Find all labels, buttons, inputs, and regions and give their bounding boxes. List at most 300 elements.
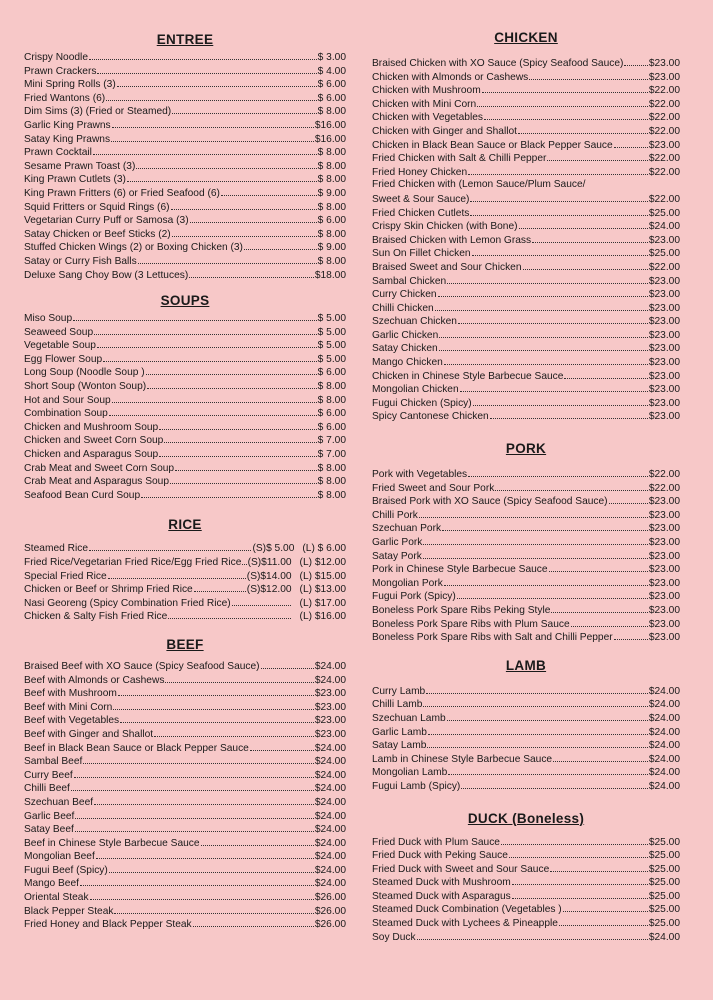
item-price: $25.00 — [648, 836, 680, 848]
dot-leader — [80, 876, 314, 886]
dot-leader — [468, 467, 648, 477]
item-name: Curry Lamb — [372, 685, 426, 697]
dot-leader — [473, 396, 648, 406]
item-price: $22.00 — [648, 153, 680, 165]
dot-leader — [159, 447, 316, 457]
dot-leader — [71, 781, 314, 791]
item-price: $25.00 — [648, 207, 680, 219]
dot-leader — [108, 569, 246, 579]
item-price: $23.00 — [648, 537, 680, 548]
item-price-small: (S)$12.00 — [246, 584, 292, 596]
dot-leader — [175, 461, 317, 471]
dot-leader — [553, 752, 648, 762]
item-name: Mongolian Chicken — [372, 384, 459, 396]
dot-leader — [189, 268, 314, 278]
item-name: Hot and Sour Soup — [24, 394, 111, 406]
dot-leader — [472, 246, 648, 256]
item-name: Spicy Cantonese Chicken — [372, 411, 489, 423]
item-name: Fried Honey Chicken — [372, 166, 468, 178]
item-price: $23.00 — [648, 577, 680, 589]
item-price: $23.00 — [648, 289, 680, 301]
menu-item — [372, 369, 680, 383]
menu-item — [372, 260, 680, 274]
item-price: $25.00 — [648, 918, 680, 930]
item-price: $24.00 — [314, 878, 346, 890]
dot-leader — [484, 110, 648, 120]
item-name: Curry Beef — [24, 769, 73, 781]
soups-title: SOUPS — [160, 293, 210, 309]
item-price: $23.00 — [648, 550, 680, 562]
dot-leader — [159, 420, 316, 430]
item-name: Chicken and Sweet Corn Soup — [24, 435, 164, 447]
menu-item — [372, 697, 680, 711]
item-price: $ 5.00 — [317, 353, 346, 365]
item-price: $24.00 — [648, 221, 680, 233]
item-name: Fried Duck with Plum Sauce — [372, 836, 500, 848]
item-name: Oriental Steak — [24, 892, 89, 904]
menu-item — [372, 916, 680, 930]
item-price: $ 6.00 — [317, 421, 346, 433]
item-price: $26.00 — [314, 905, 346, 917]
item-name: Beef with Ginger and Shallot — [24, 728, 154, 740]
item-price: $23.00 — [314, 688, 346, 700]
menu-item — [24, 91, 346, 105]
item-name: Combination Soup — [24, 408, 108, 420]
item-price: $24.00 — [648, 753, 680, 765]
menu-item — [24, 172, 346, 186]
item-name: Fugui Pork (Spicy) — [372, 591, 456, 603]
dot-leader — [146, 365, 317, 375]
item-price: $24.00 — [314, 769, 346, 781]
menu-item — [372, 138, 680, 152]
menu-item — [372, 630, 680, 644]
item-price: $23.00 — [648, 564, 680, 576]
dot-leader — [201, 836, 314, 846]
item-name: Short Soup (Wonton Soup) — [24, 381, 147, 393]
item-name: Steamed Duck with Mushroom — [372, 877, 511, 889]
item-price: $22.00 — [648, 85, 680, 97]
item-name: Fugui Chicken (Spicy) — [372, 397, 472, 409]
item-name: Beef with Almonds or Cashews — [24, 674, 165, 686]
item-name: Satay Lamb — [372, 740, 427, 752]
item-name: Steamed Duck with Asparagus — [372, 890, 511, 902]
menu-item — [24, 904, 346, 918]
rice-list — [24, 541, 346, 623]
item-price-large: (L) $ 6.00 — [302, 543, 346, 555]
item-name: Garlic King Prawns — [24, 119, 111, 131]
right-column — [372, 28, 680, 943]
dot-leader — [74, 768, 314, 778]
menu-item — [24, 186, 346, 200]
dot-leader — [427, 738, 647, 748]
item-name: Beef in Chinese Style Barbecue Sauce — [24, 837, 200, 849]
item-price: $25.00 — [648, 890, 680, 902]
dot-leader — [532, 233, 648, 243]
item-price: $23.00 — [648, 411, 680, 423]
item-name: Braised Beef with XO Sauce (Spicy Seafood Sauce) — [24, 660, 260, 672]
menu-item — [372, 341, 680, 355]
rice-section — [24, 515, 346, 623]
menu-item — [372, 902, 680, 916]
item-name: Chicken with Ginger and Shallot — [372, 125, 517, 137]
item-name: Szechuan Lamb — [372, 712, 446, 724]
dot-leader — [501, 835, 648, 845]
menu-item — [372, 328, 680, 342]
item-price: $18.00 — [314, 269, 346, 281]
menu-item — [24, 461, 346, 475]
menu-item — [24, 876, 346, 890]
item-name: Crispy Skin Chicken (with Bone) — [372, 221, 518, 233]
item-price: $24.00 — [314, 674, 346, 686]
item-price-small: (S)$ 5.00 — [252, 543, 295, 555]
dot-leader — [113, 700, 314, 710]
item-name: Fried Chicken with Salt & Chilli Pepper — [372, 153, 547, 165]
menu-item — [372, 562, 680, 576]
menu-item — [24, 393, 346, 407]
dot-leader — [624, 56, 647, 66]
item-price: $24.00 — [314, 783, 346, 795]
menu-item — [24, 433, 346, 447]
item-name: Sambal Chicken — [372, 275, 447, 287]
dot-leader — [147, 379, 317, 389]
dot-leader — [90, 890, 314, 900]
dot-leader — [141, 488, 317, 498]
item-price: $24.00 — [314, 742, 346, 754]
item-price: $23.00 — [648, 316, 680, 328]
dot-leader — [136, 159, 316, 169]
menu-item — [372, 83, 680, 97]
dot-leader — [221, 186, 317, 196]
menu-item — [24, 474, 346, 488]
dot-leader — [194, 582, 246, 592]
item-name: Fried Honey and Black Pepper Steak — [24, 919, 192, 931]
item-price: $ 8.00 — [317, 394, 346, 406]
menu-item — [24, 768, 346, 782]
pork-section — [372, 439, 680, 644]
item-name: Deluxe Sang Choy Bow (3 Lettuces) — [24, 269, 189, 281]
chicken-list — [372, 56, 680, 423]
dot-leader — [168, 609, 290, 619]
dot-leader — [109, 863, 314, 873]
item-name: Satay Chicken — [372, 343, 438, 355]
menu-item — [24, 240, 346, 254]
menu-item — [372, 56, 680, 70]
item-name: King Prawn Fritters (6) or Fried Seafood (6) — [24, 187, 220, 199]
dot-leader — [193, 917, 314, 927]
item-price-large: (L) $12.00 — [299, 557, 346, 568]
menu-item — [24, 609, 346, 623]
menu-item — [372, 765, 680, 779]
dot-leader — [111, 132, 314, 142]
beef-section — [24, 635, 346, 931]
item-name: Mango Beef — [24, 878, 79, 890]
item-name: Mini Spring Rolls (3) — [24, 79, 116, 91]
dot-leader — [512, 875, 648, 885]
menu-item — [372, 494, 680, 508]
item-price: $23.00 — [648, 384, 680, 396]
item-name: Steamed Duck Combination (Vegetables ) — [372, 904, 562, 916]
item-name: Vegetarian Curry Puff or Samosa (3) — [24, 215, 189, 227]
item-price: $23.00 — [314, 728, 346, 740]
item-name: Beef with Vegetables — [24, 715, 120, 727]
item-name: Vegetable Soup — [24, 340, 96, 352]
menu-item — [372, 930, 680, 944]
entree-list — [24, 50, 346, 281]
item-name: Black Pepper Steak — [24, 905, 114, 917]
item-name: Curry Chicken — [372, 289, 437, 301]
dot-leader — [261, 659, 314, 669]
item-name: Squid Fritters or Squid Rings (6) — [24, 201, 170, 213]
item-price: $23.00 — [648, 234, 680, 246]
item-price: $24.00 — [314, 837, 346, 849]
item-price: $ 5.00 — [317, 340, 346, 352]
item-name: Egg Flower Soup — [24, 353, 103, 365]
item-price: $24.00 — [648, 712, 680, 724]
soups-section — [24, 291, 346, 501]
dot-leader — [423, 549, 648, 559]
dot-leader — [571, 617, 648, 627]
dot-leader — [112, 393, 317, 403]
item-name: Boneless Pork Spare Ribs with Salt and Chilli Pepper — [372, 632, 613, 644]
lamb-section — [372, 656, 680, 793]
item-price: $23.00 — [314, 701, 346, 713]
item-price: $24.00 — [648, 780, 680, 792]
item-name: Fried Wantons (6) — [24, 92, 106, 104]
dot-leader — [117, 77, 317, 87]
item-price: $22.00 — [648, 125, 680, 137]
item-price: $23.00 — [648, 302, 680, 314]
item-price: $16.00 — [314, 119, 346, 131]
dot-leader — [109, 406, 317, 416]
dot-leader — [172, 227, 317, 237]
menu-item — [24, 268, 346, 282]
item-name: Mango Chicken — [372, 357, 443, 369]
item-price: $ 8.00 — [317, 476, 346, 488]
item-name: Braised Pork with XO Sauce (Spicy Seafood Sauce) — [372, 496, 608, 508]
menu-item — [24, 659, 346, 673]
dot-leader — [103, 352, 317, 362]
menu-item — [24, 352, 346, 366]
item-price: $23.00 — [648, 496, 680, 508]
dot-leader — [442, 521, 648, 531]
item-name: Chilli Beef — [24, 783, 70, 795]
dot-leader — [428, 725, 648, 735]
dot-leader — [470, 192, 647, 202]
item-name: Lamb in Chinese Style Barbecue Sauce — [372, 753, 553, 765]
item-name: Garlic Pork — [372, 537, 423, 548]
item-price: $ 7.00 — [317, 435, 346, 447]
item-name: Fried Chicken Cutlets — [372, 207, 470, 219]
menu-item — [24, 863, 346, 877]
dot-leader — [559, 916, 648, 926]
dot-leader — [550, 862, 648, 872]
item-price-large: (L) $13.00 — [299, 584, 346, 596]
dot-leader — [551, 603, 647, 613]
item-name: Garlic Lamb — [372, 726, 427, 738]
item-price: $ 6.00 — [317, 367, 346, 379]
item-name: Dim Sims (3) (Fried or Steamed) — [24, 106, 172, 118]
menu-item — [24, 795, 346, 809]
item-name: Seaweed Soup — [24, 326, 94, 338]
item-price: $24.00 — [314, 810, 346, 822]
item-name: Miso Soup — [24, 313, 73, 325]
item-price: $25.00 — [648, 863, 680, 875]
item-name: Beef with Mushroom — [24, 688, 117, 700]
menu-item — [24, 338, 346, 352]
dot-leader — [419, 508, 648, 518]
item-name: Chilli Pork — [372, 509, 418, 521]
menu-item — [24, 673, 346, 687]
dot-leader — [447, 274, 648, 284]
dot-leader — [114, 904, 313, 914]
item-price: $ 3.00 — [317, 52, 346, 63]
menu-item — [24, 227, 346, 241]
menu-item — [24, 145, 346, 159]
dot-leader — [96, 849, 314, 859]
dot-leader — [460, 382, 648, 392]
item-price: $24.00 — [314, 851, 346, 863]
item-price: $16.00 — [314, 133, 346, 145]
item-name: Fried Duck with Peking Sauce — [372, 850, 508, 862]
item-price: $25.00 — [648, 904, 680, 916]
dot-leader — [438, 287, 648, 297]
menu-item — [372, 192, 680, 206]
item-name: Boneless Pork Spare Ribs with Plum Sauce — [372, 618, 570, 630]
dot-leader — [614, 630, 648, 640]
item-name: Fried Rice/Vegetarian Fried Rice/Egg Fried Rice — [24, 557, 242, 568]
item-name: Braised Chicken with XO Sauce (Spicy Seafood Sauce) — [372, 58, 624, 69]
item-price: $ 4.00 — [317, 65, 346, 77]
item-price: $22.00 — [648, 166, 680, 178]
item-name: Chicken or Beef or Shrimp Fried Rice — [24, 584, 193, 596]
item-name: Beef in Black Bean Sauce or Black Pepper Sauce — [24, 742, 249, 754]
item-price: $ 8.00 — [317, 160, 346, 172]
dot-leader — [439, 341, 648, 351]
dot-leader — [482, 83, 648, 93]
chicken-title: CHICKEN — [494, 30, 558, 45]
dot-leader — [127, 172, 317, 182]
item-name: Nasi Georeng (Spicy Combination Fried Rice) — [24, 597, 231, 609]
menu-item — [372, 481, 680, 495]
item-name: Fugui Lamb (Spicy) — [372, 780, 461, 792]
item-price: $24.00 — [314, 660, 346, 672]
item-price-large: (L) $17.00 — [299, 597, 346, 609]
menu-item — [24, 50, 346, 64]
menu-item — [24, 754, 346, 768]
menu-item — [372, 314, 680, 328]
dot-leader — [170, 474, 317, 484]
dot-leader — [89, 541, 251, 551]
menu-item — [372, 835, 680, 849]
item-name: Mongolian Lamb — [372, 767, 448, 779]
entree-section — [24, 30, 346, 281]
menu-item — [372, 549, 680, 563]
duck-list — [372, 835, 680, 944]
item-name: Szechuan Beef — [24, 796, 94, 808]
item-name: Steamed Rice — [24, 543, 88, 555]
menu-item — [24, 118, 346, 132]
item-price: $23.00 — [648, 604, 680, 616]
menu-item — [24, 311, 346, 325]
item-price: $24.00 — [648, 740, 680, 752]
item-name: Sun On Fillet Chicken — [372, 248, 471, 260]
menu-item — [372, 110, 680, 124]
dot-leader — [172, 104, 316, 114]
item-price: $26.00 — [314, 919, 346, 931]
dot-leader — [470, 206, 647, 216]
item-name: Szechuan Pork — [372, 523, 442, 535]
menu-item — [372, 178, 680, 192]
item-name: Sambal Beef — [24, 756, 83, 768]
item-name: Chicken in Chinese Style Barbecue Sauce — [372, 370, 564, 382]
item-price: $ 6.00 — [317, 215, 346, 227]
menu-item — [24, 104, 346, 118]
menu-item — [372, 589, 680, 603]
item-price: $23.00 — [648, 591, 680, 603]
item-name: Garlic Chicken — [372, 329, 439, 341]
menu-item — [24, 406, 346, 420]
menu-item — [24, 77, 346, 91]
pork-list — [372, 467, 680, 644]
item-price: $ 5.00 — [317, 313, 346, 325]
item-price: $24.00 — [648, 931, 680, 943]
item-price: $24.00 — [314, 864, 346, 876]
item-name: Fried Duck with Sweet and Sour Sauce — [372, 863, 550, 875]
item-name: Seafood Bean Curd Soup — [24, 489, 141, 501]
item-price: $23.00 — [648, 329, 680, 341]
item-name: Crispy Noodle — [24, 52, 88, 63]
item-price: $ 8.00 — [317, 255, 346, 267]
item-price: $ 8.00 — [317, 489, 346, 501]
menu-item — [372, 124, 680, 138]
dot-leader — [549, 562, 648, 572]
item-price: $24.00 — [314, 824, 346, 836]
item-name: Boneless Pork Spare Ribs Peking Style — [372, 604, 551, 616]
item-name: Garlic Beef — [24, 810, 75, 822]
menu-item — [24, 541, 346, 555]
menu-item — [372, 875, 680, 889]
beef-title: BEEF — [166, 636, 204, 652]
entree-title: ENTREE — [156, 32, 214, 47]
dot-leader — [458, 314, 648, 324]
dot-leader — [423, 697, 647, 707]
dot-leader — [444, 355, 648, 365]
chicken-section — [372, 28, 680, 423]
menu-item — [372, 684, 680, 698]
item-price: $23.00 — [648, 370, 680, 382]
item-name: Braised Sweet and Sour Chicken — [372, 261, 522, 273]
item-name: Pork in Chinese Style Barbecue Sauce — [372, 564, 548, 576]
item-price-large: (L) $16.00 — [299, 611, 346, 623]
item-price: $24.00 — [314, 796, 346, 808]
dot-leader — [89, 50, 317, 60]
menu-item — [24, 917, 346, 931]
menu-item — [372, 396, 680, 410]
item-name: Crab Meat and Asparagus Soup — [24, 476, 169, 488]
item-price: $23.00 — [314, 715, 346, 727]
dot-leader — [614, 138, 648, 148]
item-price: $23.00 — [648, 618, 680, 630]
menu-item — [24, 365, 346, 379]
menu-item — [24, 379, 346, 393]
menu-item — [372, 521, 680, 535]
menu-item — [24, 200, 346, 214]
menu-item — [372, 206, 680, 220]
item-price: $23.00 — [648, 139, 680, 151]
item-price: $25.00 — [648, 877, 680, 889]
dot-leader — [444, 576, 648, 586]
dot-leader — [439, 328, 648, 338]
